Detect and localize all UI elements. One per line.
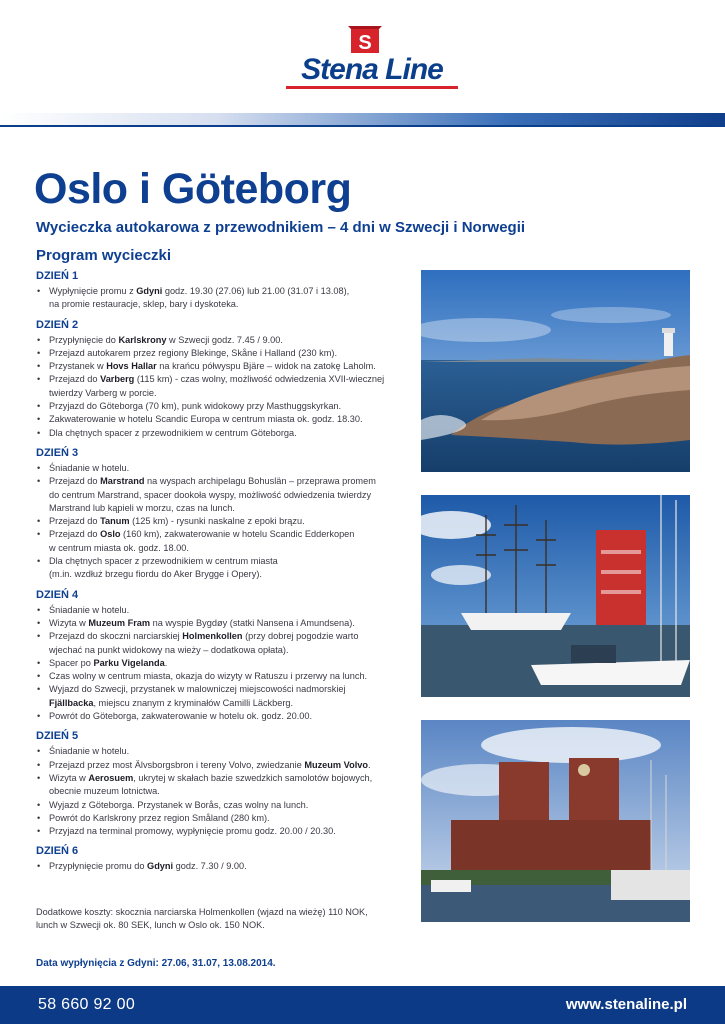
list-item: • Przejazd do Oslo (160 km), zakwaterowanie w hotelu Scandic Edderkopen w centrum miasta ok. godz. 18.00. xyxy=(36,528,408,555)
footer-bar xyxy=(0,986,725,1024)
day-section xyxy=(36,318,408,440)
program-heading: Program wycieczki xyxy=(36,247,172,264)
photo-lighthouse xyxy=(421,270,690,472)
list-item: • Powrót do Karlskrony przez region Småland (280 km). xyxy=(36,812,408,825)
photo-tall-ship xyxy=(421,495,690,697)
list-item: • Przejazd autokarem przez regiony Blekinge, Skåne i Halland (230 km). xyxy=(36,347,408,360)
list-item: • Czas wolny w centrum miasta, okazja do wizyty w Ratuszu i przerwy na lunch. xyxy=(36,670,408,683)
day-item-list xyxy=(36,462,408,582)
stena-line-logo xyxy=(286,26,458,90)
list-item: • Dla chętnych spacer z przewodnikiem w centrum Göteborga. xyxy=(36,427,408,440)
list-item: • Dla chętnych spacer z przewodnikiem w centrum miasta (m.in. wzdłuż brzegu fiordu do Aker Brygge i Opery). xyxy=(36,555,408,582)
list-item: • Śniadanie w hotelu. xyxy=(36,604,408,617)
day-item-list xyxy=(36,334,408,440)
list-item: • Spacer po Parku Vigelanda. xyxy=(36,657,408,670)
day-item-list xyxy=(36,285,408,312)
day-title: DZIEŃ 5 xyxy=(36,730,79,743)
list-item: • Przejazd przez most Älvsborgsbron i tereny Volvo, zwiedzanie Muzeum Volvo. xyxy=(36,759,408,772)
day-title: DZIEŃ 4 xyxy=(36,588,79,601)
day-section xyxy=(36,446,408,582)
photo-city-hall xyxy=(421,720,690,922)
footer-phone[interactable]: 58 660 92 00 xyxy=(38,996,136,1013)
list-item: • Zakwaterowanie w hotelu Scandic Europa w centrum miasta ok. godz. 18.30. xyxy=(36,413,408,426)
day-title: DZIEŃ 1 xyxy=(36,270,79,282)
list-item: • Przyjazd na terminal promowy, wypłynięcie promu godz. 20.00 / 20.30. xyxy=(36,825,408,838)
header-stripe xyxy=(0,113,725,125)
list-item: • Wyjazd do Szwecji, przystanek w malowniczej miejscowości nadmorskiej Fjällbacka, miejscu znanym z kryminałów Camilli Läckberg. xyxy=(36,683,408,710)
departure-dates: Data wypłynięcia z Gdyni: 27.06, 31.07, 13.08.2014. xyxy=(36,958,276,969)
day-item-list xyxy=(36,860,408,873)
day-item-list xyxy=(36,745,408,838)
footer-website-link[interactable]: www.stenaline.pl xyxy=(565,996,687,1013)
extra-costs xyxy=(36,906,408,933)
list-item: • Przypłynięcie promu do Gdyni godz. 7.30 / 9.00. xyxy=(36,860,408,873)
logo-wordmark: Stena Line xyxy=(301,53,443,86)
list-item: • Przejazd do Varberg (115 km) - czas wolny, możliwość odwiedzenia XVII-wiecznej twierdzy Varberg w porcie. xyxy=(36,373,408,400)
page-title: Oslo i Göteborg xyxy=(34,165,352,213)
itinerary xyxy=(36,269,408,880)
day-title: DZIEŃ 2 xyxy=(36,318,79,331)
day-section xyxy=(36,844,408,873)
extra-costs-line: Dodatkowe koszty: skocznia narciarska Holmenkollen (wjazd na wieżę) 110 NOK, xyxy=(36,907,368,917)
list-item: • Przejazd do Tanum (125 km) - rysunki naskalne z epoki brązu. xyxy=(36,515,408,528)
list-item: • Przejazd do skoczni narciarskiej Holmenkollen (przy dobrej pogodzie warto wjechać na punkt widokowy na wieży – dodatkowa opłata). xyxy=(36,630,408,657)
list-item: • Przypłynięcie do Karlskrony w Szwecji godz. 7.45 / 9.00. xyxy=(36,334,408,347)
logo-underline xyxy=(286,86,458,89)
extra-costs-line: lunch w Szwecji ok. 80 SEK, lunch w Oslo ok. 150 NOK. xyxy=(36,920,265,931)
list-item: • Przystanek w Hovs Hallar na krańcu półwyspu Bjäre – widok na zatokę Laholm. xyxy=(36,360,408,373)
list-item: • Wizyta w Aerosuem, ukrytej w skałach bazie szwedzkich samolotów bojowych, obecnie muzeum lotnictwa. xyxy=(36,772,408,799)
list-item: • Śniadanie w hotelu. xyxy=(36,462,408,475)
list-item: • Powrót do Göteborga, zakwaterowanie w hotelu ok. godz. 20.00. xyxy=(36,710,408,723)
day-section xyxy=(36,269,408,312)
day-section xyxy=(36,588,408,724)
day-item-list xyxy=(36,604,408,724)
day-title: DZIEŃ 6 xyxy=(36,845,79,858)
day-section xyxy=(36,729,408,838)
list-item: • Wyjazd z Göteborga. Przystanek w Borås, czas wolny na lunch. xyxy=(36,799,408,812)
list-item: • Śniadanie w hotelu. xyxy=(36,745,408,758)
list-item: • Wizyta w Muzeum Fram na wyspie Bygdøy (statki Nansena i Amundsena). xyxy=(36,617,408,630)
day-title: DZIEŃ 3 xyxy=(36,446,79,459)
flag-icon xyxy=(348,26,382,56)
list-item: • Wypłynięcie promu z Gdyni godz. 19.30 (27.06) lub 21.00 (31.07 i 13.08), na promie restauracje, sklep, bary i dyskoteka. xyxy=(36,285,408,312)
list-item: • Przyjazd do Göteborga (70 km), punk widokowy przy Masthuggskyrkan. xyxy=(36,400,408,413)
header-stripe-line xyxy=(0,125,725,127)
logo-flag-letter: S xyxy=(358,32,372,54)
page-subtitle: Wycieczka autokarowa z przewodnikiem – 4 dni w Szwecji i Norwegii xyxy=(36,219,526,236)
list-item: • Przejazd do Marstrand na wyspach archipelagu Bohuslän – przeprawa promem do centrum Marstrand, spacer dookoła wyspy, możliwość odwiedzenia twierdzy Marstrand lub kąpieli w morzu, czas na lunch. xyxy=(36,475,408,515)
